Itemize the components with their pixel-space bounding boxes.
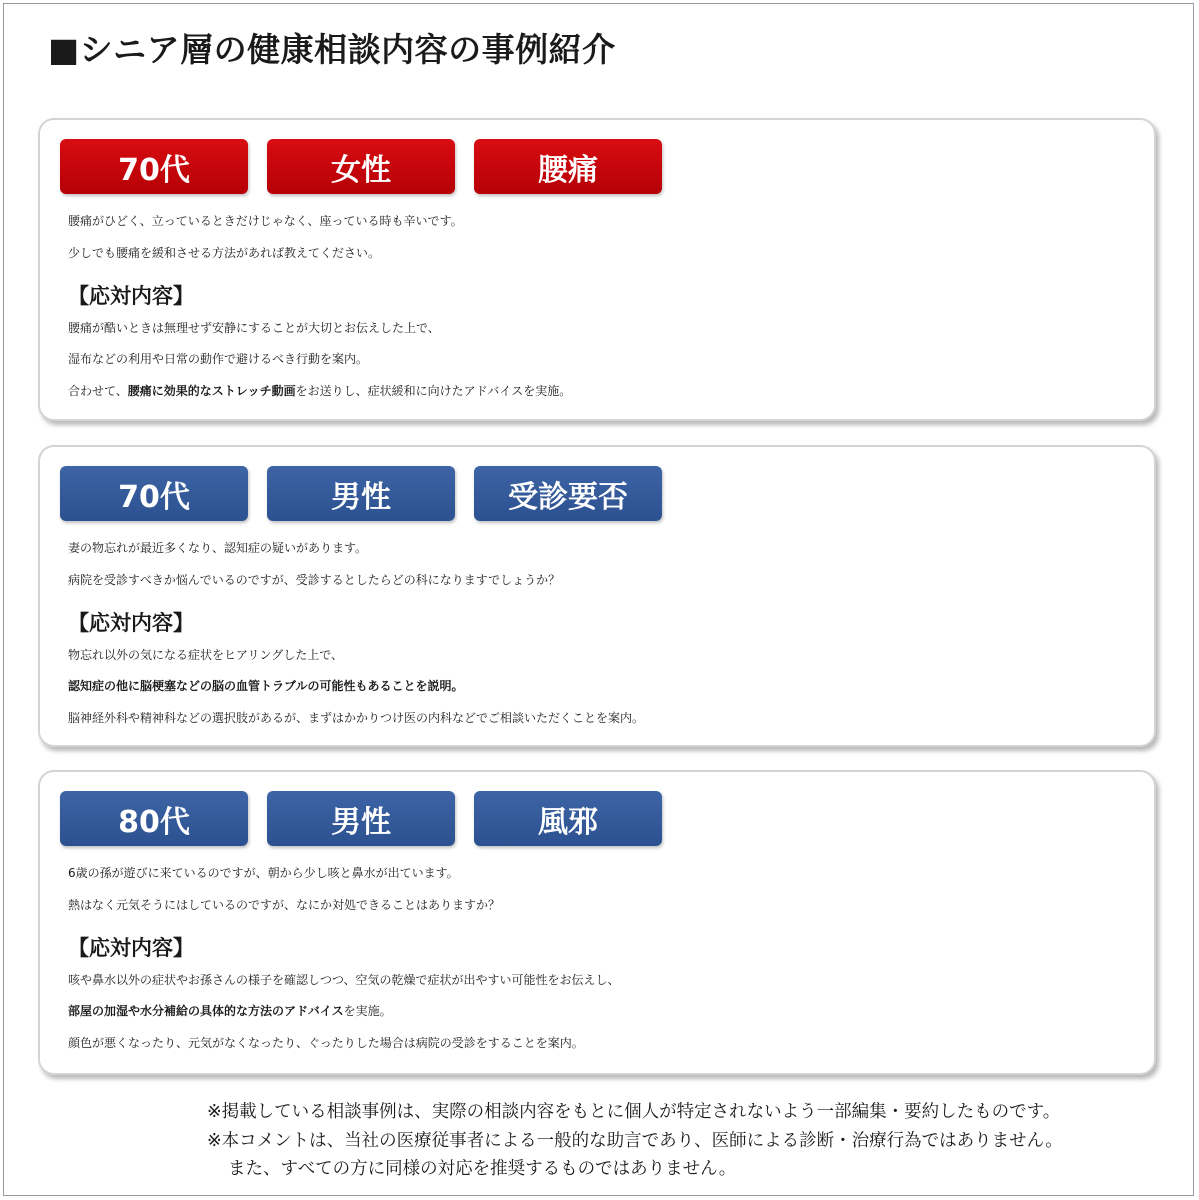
question-line: 熱はなく元気そうにはしているのですが、なにか対処できることはありますか？ (68, 897, 501, 912)
question-line: 妻の物忘れが最近多くなり、認知症の疑いがあります。 (68, 541, 368, 555)
age-tag: 70代 (60, 466, 248, 521)
footnote: また、すべての方に同様の対応を推奨するものではありません。 (228, 1159, 737, 1179)
case-card-2 (38, 445, 1156, 747)
tag-row (60, 791, 662, 846)
question-line: 少しでも腰痛を緩和させる方法があれば教えてください。 (68, 245, 381, 260)
topic-tag: 受診要否 (474, 466, 662, 521)
case-card-1 (38, 118, 1156, 421)
age-tag: 70代 (60, 139, 248, 194)
tag-row (60, 466, 662, 521)
response-line (68, 671, 1138, 703)
gender-tag: 男性 (267, 466, 455, 521)
response-heading: 【応対内容】 (68, 936, 194, 960)
response-line: 合わせて、腰痛に効果的なストレッチ動画をお送りし、症状緩和に向けたアドバイスを実施。 (68, 383, 572, 398)
highlight-text: 腰痛に効果的なストレッチ動画 (127, 383, 296, 398)
topic-tag: 風邪 (474, 791, 662, 846)
gender-tag: 男性 (267, 791, 455, 846)
response-line: 脳神経外科や精神科などの選択肢があるが、まずはかかりつけ医の内科などでご相談いただくことを案内。 (68, 710, 645, 725)
response-line: 腰痛が酷いときは無理せず安静にすることが大切とお伝えした上で、 (68, 320, 440, 335)
case-card-3 (38, 770, 1156, 1075)
response-line: 咳や鼻水以外の症状やお孫さんの様子を確認しつつ、空気の乾燥で症状が出やすい可能性をお伝えし、 (68, 972, 620, 987)
footnote: ※掲載している相談事例は、実際の相談内容をもとに個人が特定されないよう一部編集・要約したものです。 (207, 1102, 1061, 1122)
highlight-text: 部屋の加湿や水分補給の具体的な方法のアドバイス (68, 1004, 344, 1018)
response-line: 部屋の加湿や水分補給の具体的な方法のアドバイスを実施。 (68, 1004, 392, 1018)
case-body (68, 206, 1138, 407)
footnotes (207, 1098, 1063, 1184)
page-title: ■シニア層の健康相談内容の事例紹介 (48, 30, 616, 69)
response-line: 物忘れ以外の気になる症状をヒアリングした上で、 (68, 647, 344, 662)
highlight-text: 認知症の他に脳梗塞などの脳の血管トラブルの可能性もあることを説明。 (68, 679, 464, 693)
response-line: 顔色が悪くなったり、元気がなくなったり、ぐったりした場合は病院の受診をすることを案内。 (68, 1035, 584, 1050)
topic-tag: 腰痛 (474, 139, 662, 194)
case-body (68, 858, 1138, 1059)
footnote: ※本コメントは、当社の医療従事者による一般的な助言であり、医師による診断・治療行為ではありません。 (207, 1130, 1063, 1151)
question-line: 病院を受診すべきか悩んでいるのですが、受診するとしたらどの科になりますでしょうか？ (68, 572, 561, 587)
age-tag: 80代 (60, 791, 248, 846)
gender-tag: 女性 (267, 139, 455, 194)
question-line: 6歳の孫が遊びに来ているのですが、朝から少し咳と鼻水が出ています。 (68, 866, 459, 880)
response-line: 湿布などの利用や日常の動作で避けるべき行動を案内。 (68, 352, 369, 366)
question-line: 腰痛がひどく、立っているときだけじゃなく、座っている時も辛いです。 (68, 214, 463, 228)
response-heading: 【応対内容】 (68, 611, 194, 635)
tag-row (60, 139, 662, 194)
response-heading: 【応対内容】 (68, 284, 194, 308)
case-body (68, 533, 1138, 734)
